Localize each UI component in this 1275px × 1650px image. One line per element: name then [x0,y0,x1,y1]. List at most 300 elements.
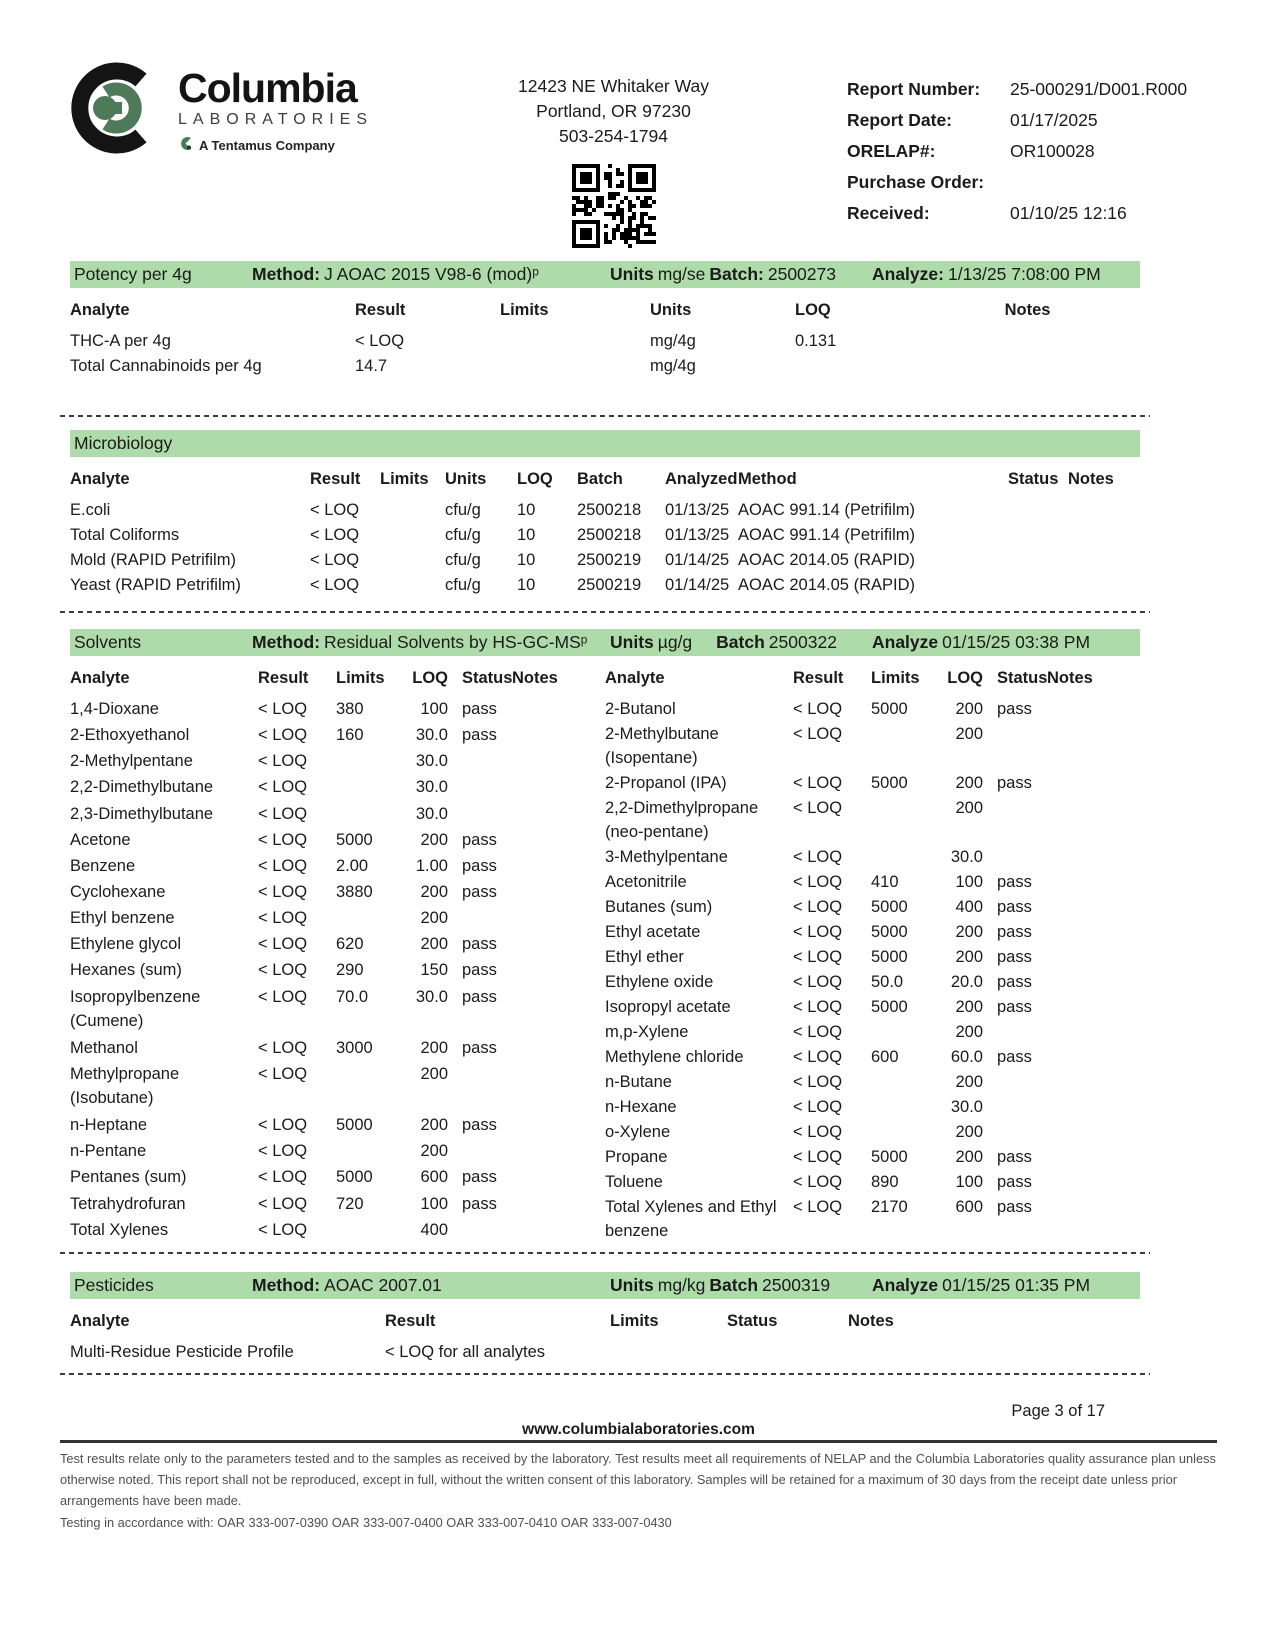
solvent-row [605,1045,1140,1070]
cell-notes [512,958,576,984]
microbiology-row [70,573,1140,598]
col-header-result: Result [385,1312,436,1330]
cell-limits: 2170 [871,1198,908,1216]
cell-result: < LOQ for all analytes [385,1343,546,1361]
cell-analyte: 2-Propanol (IPA) [605,774,727,792]
solvent-row [605,995,1140,1020]
cell-loq: 200 [955,1023,983,1041]
col-header-analyte: Analyte [70,1312,130,1330]
microbiology-row [70,548,1140,573]
report-info-row [847,198,1205,229]
cell-analyte: n-Butane [605,1073,672,1091]
col-header-notes: Notes [848,1312,894,1330]
potency-row [70,354,1140,379]
units-label: Units [610,632,654,652]
cell-notes [1047,697,1140,722]
cell-units: mg/4g [650,332,696,350]
solvent-row [70,775,576,801]
cell-notes [512,697,576,723]
cell-analyte: Total Xylenes and Ethyl benzene [605,1198,777,1240]
cell-analyte: 2-Ethoxyethanol [70,726,190,745]
cell-analyte: 2,3-Dimethylbutane [70,804,214,823]
cell-status [448,802,512,828]
cell-result: < LOQ [793,1073,843,1091]
cell-result: < LOQ [258,961,308,980]
col-header-analyte: Analyte [70,301,130,319]
cell-loq: 200 [955,799,983,817]
pesticides-section-title: Pesticides [74,1275,154,1295]
solvent-row [605,895,1140,920]
col-header-result: Result [793,669,844,687]
section-bar-pesticides [70,1272,1140,1299]
solvent-row [605,1170,1140,1195]
microbiology-row [70,498,1140,523]
cell-limits: 3000 [336,1038,373,1057]
cell-result: < LOQ [258,856,308,875]
cell-result: < LOQ [793,1173,843,1191]
cell-analyte: Ethylene glycol [70,935,181,954]
cell-result: 14.7 [355,357,388,375]
cell-loq: 200 [420,1064,448,1083]
cell-limits [500,354,650,379]
cell-loq: 0.131 [795,332,837,350]
cell-limits [336,1218,398,1244]
batch-label: Batch [716,632,765,652]
cell-limits: 380 [336,700,364,718]
potency-header-row [70,288,1140,329]
address-line-1: 12423 NE Whitaker Way [518,76,709,96]
cell-loq: 30.0 [415,726,448,745]
cell-notes [1047,920,1140,945]
cell-result: < LOQ [258,987,308,1006]
col-header-notes: Notes [1004,301,1051,319]
lab-address [464,60,764,248]
cell-notes [512,1139,576,1165]
report-date-label: Report Date: [847,110,953,130]
solvent-row [605,1195,1140,1244]
cell-loq: 20.0 [950,973,983,991]
cell-notes [512,749,576,775]
batch-value: 2500319 [762,1275,831,1295]
microbiology-row [70,523,1140,548]
cell-limits: 620 [336,935,364,954]
col-header-result: Result [310,470,361,488]
cell-notes [512,1165,576,1191]
cell-notes [512,723,576,749]
cell-result: < LOQ [258,804,308,823]
cell-status [983,1070,1047,1095]
units-label: Units [610,1275,654,1295]
cell-loq: 200 [420,1116,448,1135]
cell-result: < LOQ [258,1116,308,1135]
cell-limits [380,523,445,548]
cell-analyte: Hexanes (sum) [70,961,182,980]
cell-notes [915,354,1140,379]
cell-loq: 200 [420,830,448,849]
solvent-row [605,771,1140,796]
analyze-label: Analyze [872,632,939,652]
report-info-row [847,167,1205,198]
cell-result: < LOQ [258,700,308,718]
cell-result: < LOQ [793,1123,843,1141]
analyze-value: 1/13/25 7:08:00 PM [947,264,1101,284]
cell-loq: 200 [955,998,983,1016]
solvents-table-right [605,656,1140,1244]
cell-status: pass [462,1116,497,1135]
cell-analyte: Ethylene oxide [605,973,714,991]
analyze-label: Analyze: [872,264,944,284]
cell-notes [1068,548,1140,573]
cell-result: < LOQ [793,973,843,991]
cell-limits [871,845,933,870]
cell-limits [336,749,398,775]
cell-loq: 200 [955,1123,983,1141]
cell-loq: 30.0 [415,752,448,771]
cell-status: pass [462,726,497,745]
solvent-row [70,880,576,906]
cell-result: < LOQ [258,935,308,954]
cell-result: < LOQ [310,501,360,519]
logo-block [70,60,380,248]
cell-loq: 150 [420,961,448,980]
cell-loq: 10 [517,526,536,544]
cell-analyte: Benzene [70,856,136,875]
cell-loq: 200 [955,923,983,941]
cell-notes [1047,995,1140,1020]
cell-analyzed: 01/14/25 [665,551,730,569]
col-header-units: Units [650,301,692,319]
col-header-analyte: Analyte [70,470,130,488]
cell-loq: 30.0 [950,1098,983,1116]
cell-status: pass [997,873,1032,891]
cell-status: pass [462,856,497,875]
col-header-notes: Notes [1068,470,1114,488]
cell-notes [1047,722,1140,771]
cell-analyte: Multi-Residue Pesticide Profile [70,1343,294,1361]
cell-status [983,796,1047,845]
cell-status [983,1095,1047,1120]
cell-status: pass [997,948,1032,966]
dashed-divider [60,415,1150,417]
cell-analyte: Total Cannabinoids per 4g [70,357,262,375]
cell-status: pass [462,961,497,980]
cell-limits: 5000 [871,998,908,1016]
col-header-result: Result [355,301,406,319]
col-header-notes: Notes [1047,669,1093,687]
cell-limits [871,1070,933,1095]
cell-analyte: 2,2-Dimethylbutane [70,778,214,797]
cell-analyte: n-Heptane [70,1116,148,1135]
cell-result: < LOQ [258,752,308,771]
cell-analyte: 1,4-Dioxane [70,700,159,718]
section-bar-microbiology [70,430,1140,457]
col-header-status: Status [462,669,513,687]
microbiology-table [70,457,1140,598]
cell-units: cfu/g [445,526,481,544]
cell-result: < LOQ [793,1023,843,1041]
units-value: mg/kg [657,1275,706,1295]
cell-limits: 5000 [871,948,908,966]
cell-limits: 5000 [871,1148,908,1166]
cell-notes [1047,1070,1140,1095]
solvents-table-left [70,656,576,1244]
microbiology-section-title: Microbiology [74,433,173,453]
solvent-row [605,1145,1140,1170]
cell-status: pass [997,998,1032,1016]
analyze-value: 01/15/25 03:38 PM [942,632,1091,652]
cell-limits [871,1095,933,1120]
logo-brand: Columbia [178,65,357,111]
cell-status [983,1020,1047,1045]
cell-notes [1068,498,1140,523]
cell-result: < LOQ [258,726,308,745]
cell-result: < LOQ [310,576,360,594]
solvents-header-row [605,656,1140,697]
cell-result: < LOQ [258,1064,308,1083]
cell-result: < LOQ [793,1198,843,1216]
cell-limits: 5000 [871,923,908,941]
cell-analyte: Toluene [605,1173,663,1191]
batch-value: 2500273 [767,264,836,284]
solvent-row [70,906,576,932]
accordance-text: Testing in accordance with: OAR 333-007-0390 OAR 333-007-0400 OAR 333-007-0410 OAR 333-007-0430 [60,1515,672,1530]
report-info-row [847,74,1205,105]
cell-status: pass [997,700,1032,718]
cell-result: < LOQ [793,948,843,966]
cell-notes [1068,573,1140,598]
cell-notes [512,906,576,932]
cell-loq: 100 [420,1194,448,1213]
solvent-row [605,1070,1140,1095]
cell-limits [380,498,445,523]
cell-notes [512,1113,576,1139]
cell-notes [512,1218,576,1244]
report-date-value: 01/17/2025 [1010,110,1098,130]
disclaimer-text: Test results relate only to the parameters tested and to the samples as received by the laboratory. Test results meet all requirements of NELAP and the Columbia Laboratories quality assurance plan unless otherwise noted. This report shall not be reproduced, except in full, without the written consent of this laboratory. Samples will be retained for a maximum of 30 days from the receipt date unless prior arrangements have been made. [60,1451,1216,1508]
cell-status: pass [462,700,497,718]
report-number-value: 25-000291/D001.R000 [1010,79,1188,99]
cell-analyte: o-Xylene [605,1123,671,1141]
cell-analyte: Acetonitrile [605,873,687,891]
solvents-header-row [70,656,576,697]
cell-notes [1047,796,1140,845]
method-value: J AOAC 2015 V98-6 (mod)ᵖ [324,264,539,284]
cell-loq: 200 [955,774,983,792]
cell-loq: 200 [420,1038,448,1057]
cell-result: < LOQ [258,1220,308,1239]
cell-result: < LOQ [793,700,843,718]
cell-status [448,775,512,801]
col-header-status: Status [727,1312,778,1330]
cell-limits [500,329,650,354]
solvent-row [605,1020,1140,1045]
cell-analyte: Ethyl ether [605,948,684,966]
cell-loq: 10 [517,576,536,594]
cell-analyte: Butanes (sum) [605,898,713,916]
cell-notes [1047,845,1140,870]
solvent-row [605,722,1140,771]
cell-method: AOAC 2014.05 (RAPID) [738,576,915,594]
cell-result: < LOQ [258,909,308,928]
section-bar-potency [70,261,1140,288]
cell-status: pass [997,1148,1032,1166]
cell-loq: 200 [420,882,448,901]
cell-loq: 600 [955,1198,983,1216]
cell-batch: 2500219 [577,551,642,569]
cell-notes [512,880,576,906]
cell-limits [610,1340,727,1365]
cell-loq: 200 [420,1142,448,1161]
cell-limits [336,1062,398,1113]
col-header-limits: Limits [380,470,429,488]
cell-analyte: Methanol [70,1038,138,1057]
cell-limits: 290 [336,961,364,980]
col-header-limits: Limits [871,669,920,687]
cell-analyzed: 01/13/25 [665,526,730,544]
cell-method: AOAC 2014.05 (RAPID) [738,551,915,569]
cell-result: < LOQ [258,830,308,849]
report-info-row [847,136,1205,167]
cell-limits: 5000 [871,700,908,718]
solvent-row [70,1218,576,1244]
cell-result: < LOQ [258,1194,308,1213]
cell-analyte: n-Pentane [70,1142,147,1161]
cell-notes [1047,895,1140,920]
method-label: Method: [252,264,321,284]
cell-analyte: Methylpropane (Isobutane) [70,1064,180,1107]
cell-loq: 100 [420,700,448,718]
cell-notes [1047,771,1140,796]
cell-status: pass [462,1168,497,1187]
cell-loq: 200 [420,909,448,928]
cell-limits [380,573,445,598]
pesticides-header-row [70,1299,1140,1340]
cell-batch: 2500218 [577,526,642,544]
solvent-row [70,1113,576,1139]
cell-batch: 2500218 [577,501,642,519]
method-label: Method: [252,632,321,652]
cell-limits [336,775,398,801]
cell-result: < LOQ [258,882,308,901]
cell-status [1008,548,1068,573]
report-footer [60,1400,1217,1533]
solvent-row [605,970,1140,995]
cell-analyte: Cyclohexane [70,882,166,901]
cell-status [448,1218,512,1244]
cell-analyte: Propane [605,1148,668,1166]
cell-notes [1047,1195,1140,1244]
solvent-row [605,920,1140,945]
col-header-loq: LOQ [517,470,553,488]
solvent-row [70,1036,576,1062]
cell-result: < LOQ [793,998,843,1016]
pesticides-row [70,1340,1140,1365]
cell-limits [871,1120,933,1145]
cell-analyte: 2-Methylpentane [70,752,193,771]
cell-analyte: Yeast (RAPID Petrifilm) [70,576,241,594]
cell-analyzed: 01/14/25 [665,576,730,594]
page-number: Page 3 of 17 [1011,1402,1105,1420]
cell-limits [336,802,398,828]
cell-status: pass [997,1173,1032,1191]
cell-analyte: m,p-Xylene [605,1023,689,1041]
purchase-order-label: Purchase Order: [847,172,985,192]
units-value: µg/g [657,632,693,652]
cell-notes [1047,870,1140,895]
logo-text [178,60,373,154]
cell-limits [380,548,445,573]
cell-notes [1047,1095,1140,1120]
cell-analyte: E.coli [70,501,111,519]
cell-result: < LOQ [793,898,843,916]
columbia-logo-icon [70,60,166,161]
solvent-row [605,870,1140,895]
cell-method: AOAC 991.14 (Petrifilm) [738,501,915,519]
cell-result: < LOQ [793,1098,843,1116]
cell-status: pass [462,1038,497,1057]
method-label: Method: [252,1275,321,1295]
cell-limits: 5000 [336,1116,373,1135]
cell-status [1008,498,1068,523]
cell-analyte: 2,2-Dimethylpropane (neo-pentane) [605,799,759,841]
solvent-row [70,802,576,828]
cell-loq: 60.0 [950,1048,983,1066]
col-header-limits: Limits [500,301,549,319]
cell-status: pass [997,923,1032,941]
cell-loq: 200 [955,1148,983,1166]
logo-tagline: A Tentamus Company [199,137,335,153]
potency-table [70,288,1140,379]
cell-analyte: Ethyl benzene [70,909,175,928]
cell-loq: 400 [420,1220,448,1239]
analyze-label: Analyze [872,1275,939,1295]
method-value: Residual Solvents by HS-GC-MSᵖ [324,632,588,652]
cell-notes [1047,1170,1140,1195]
pesticides-table [70,1299,1140,1365]
cell-status [448,1139,512,1165]
cell-result: < LOQ [355,332,405,350]
cell-notes [512,1192,576,1218]
cell-limits: 5000 [871,774,908,792]
col-header-analyte: Analyte [70,669,130,687]
cell-notes [512,854,576,880]
col-header-analyzed: Analyzed [665,470,738,488]
cell-result: < LOQ [793,1148,843,1166]
cell-result: < LOQ [793,725,843,743]
cell-result: < LOQ [258,1142,308,1161]
cell-result: < LOQ [258,1168,308,1187]
cell-notes [512,932,576,958]
cell-notes [1047,1045,1140,1070]
cell-notes [1047,1020,1140,1045]
col-header-loq: LOQ [947,669,983,687]
col-header-limits: Limits [610,1312,659,1330]
batch-label: Batch [709,1275,759,1295]
cell-result: < LOQ [310,551,360,569]
cell-analyte: n-Hexane [605,1098,677,1116]
cell-limits [871,796,933,845]
cell-analyzed: 01/13/25 [665,501,730,519]
cell-analyte: 2-Butanol [605,700,676,718]
potency-section-title: Potency per 4g [74,264,192,284]
solvent-row [605,697,1140,722]
cell-status [1008,523,1068,548]
solvents-section-title: Solvents [74,632,142,652]
section-bar-solvents [70,629,1140,656]
cell-limits: 5000 [871,898,908,916]
cell-notes [512,802,576,828]
cell-limits: 3880 [336,882,373,901]
